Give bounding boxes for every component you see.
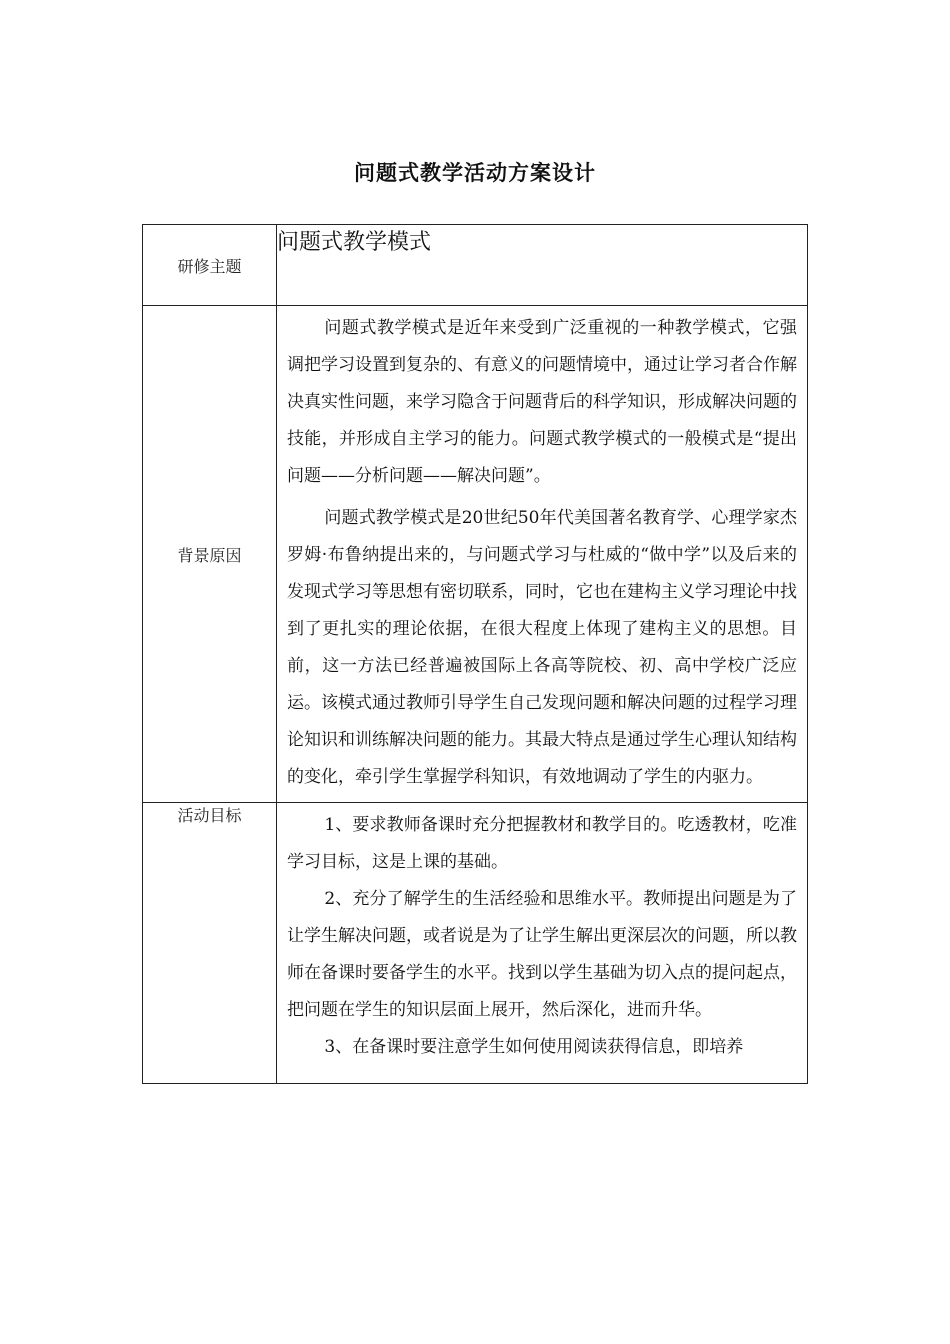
goal-paragraph: 1、要求教师备课时充分把握教材和教学目的。吃透教材，吃准学习目标，这是上课的基础。 bbox=[287, 815, 797, 872]
goal-label: 活动目标 bbox=[143, 803, 277, 1084]
goal-paragraph: 2、充分了解学生的生活经验和思维水平。教师提出问题是为了让学生解决问题，或者说是为了让学生解出更深层次的问题，所以教师在备课时要备学生的水平。找到以学生基础为切入点的提问起点，把问题在学生的知识层面上展开，然后深化，进而升华。 bbox=[287, 889, 797, 1020]
plan-table bbox=[142, 224, 808, 1084]
background-label: 背景原因 bbox=[143, 306, 277, 803]
table-row bbox=[143, 225, 808, 306]
goal-paragraph: 3、在备课时要注意学生如何使用阅读获得信息，即培养 bbox=[324, 1037, 744, 1057]
table-row bbox=[143, 803, 808, 1084]
topic-value: 问题式教学模式 bbox=[277, 225, 808, 306]
background-paragraph: 问题式教学模式是20世纪50年代美国著名教育学、心理学家杰罗姆·布鲁纳提出来的，与问题式学习与杜威的“做中学”以及后来的发现式学习等思想有密切联系，同时，它也在建构主义学习理论中找到了更扎实的理论依据，在很大程度上体现了建构主义的思想。目前，这一方法已经普遍被国际上各高等院校、初、高中学校广泛应运。该模式通过教师引导学生自己发现问题和解决问题的过程学习理论知识和训练解决问题的能力。其最大特点是通过学生心理认知结构的变化，牵引学生掌握学科知识，有效地调动了学生的内驱力。 bbox=[287, 508, 797, 787]
background-cell bbox=[277, 306, 808, 803]
document-title: 问题式教学活动方案设计 bbox=[354, 160, 596, 185]
background-paragraph: 问题式教学模式是近年来受到广泛重视的一种教学模式，它强调把学习设置到复杂的、有意义的问题情境中，通过让学习者合作解决真实性问题，来学习隐含于问题背后的科学知识，形成解决问题的技能，并形成自主学习的能力。问题式教学模式的一般模式是“提出问题——分析问题——解决问题”。 bbox=[287, 318, 797, 486]
goal-cell bbox=[277, 803, 808, 1084]
topic-label: 研修主题 bbox=[143, 225, 277, 306]
table-row bbox=[143, 306, 808, 803]
